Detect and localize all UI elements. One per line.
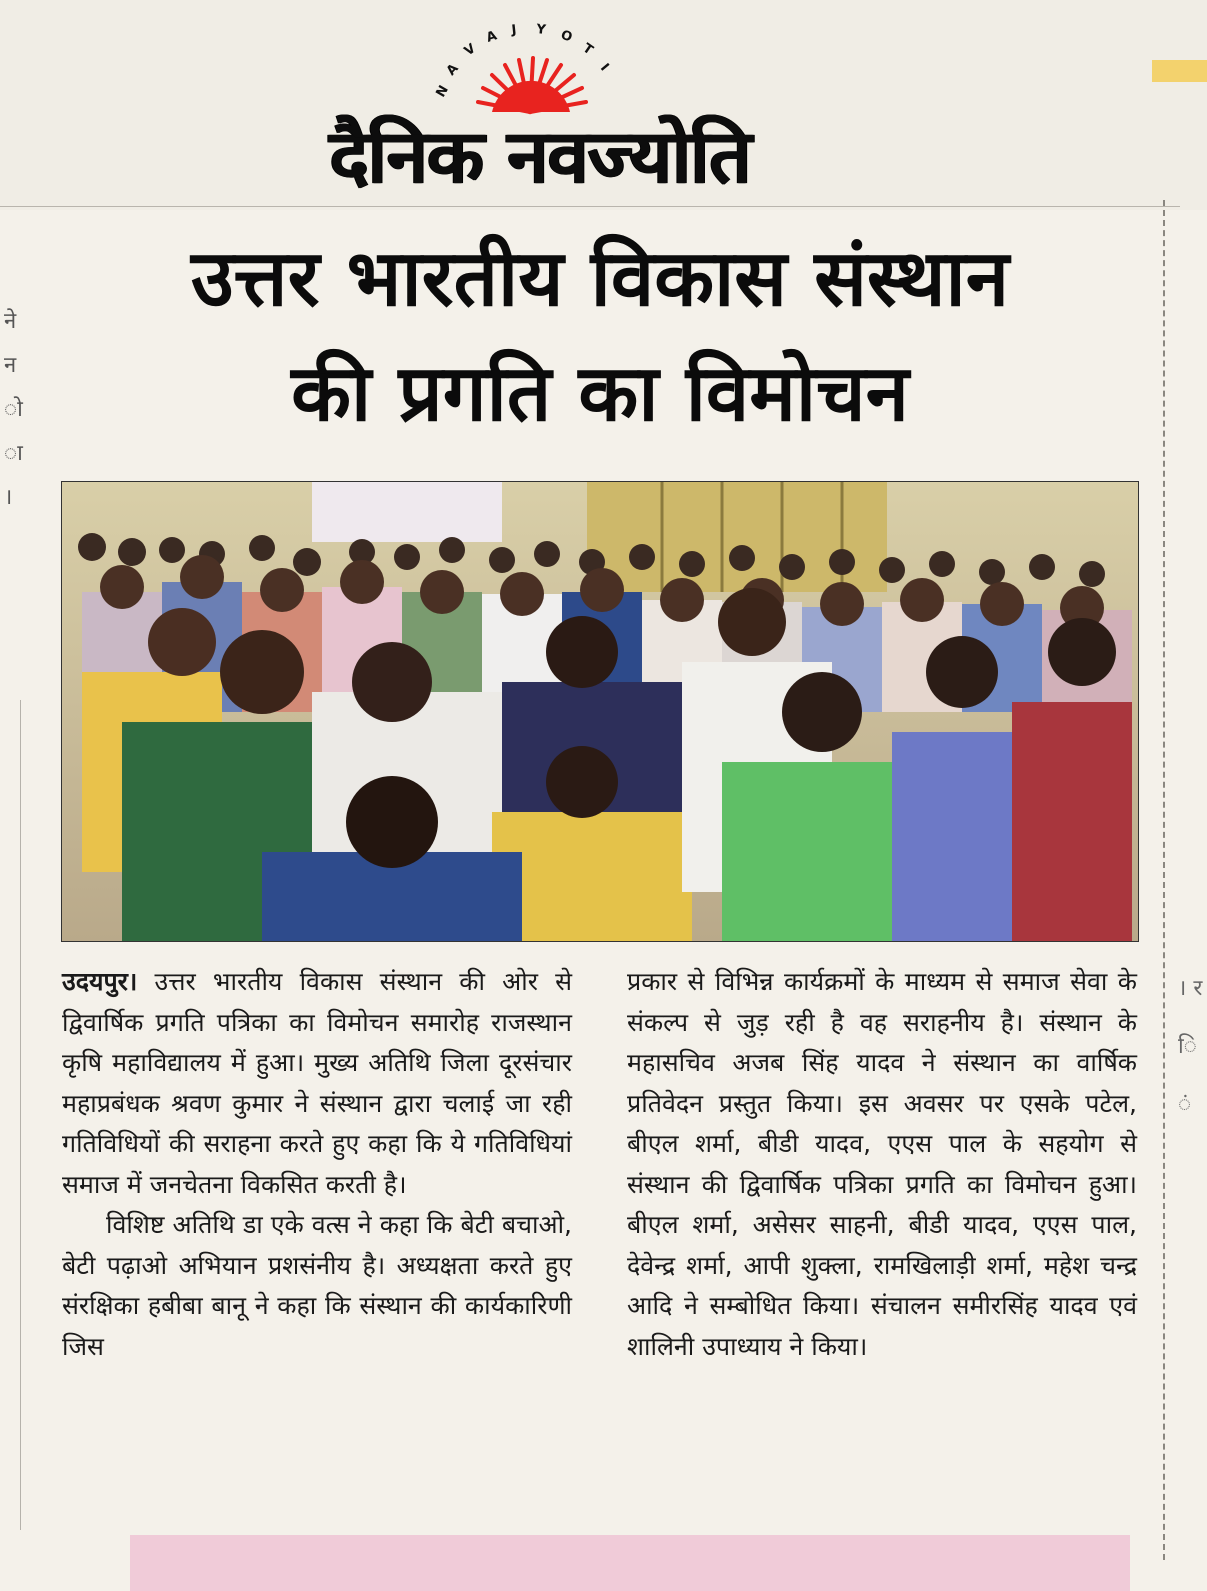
dateline: उदयपुर। xyxy=(62,967,138,996)
right-edge-fragment: । र ि ं xyxy=(1178,976,1203,1117)
adjacent-ad-edge xyxy=(130,1535,1130,1591)
cut-line xyxy=(1163,200,1165,1560)
article-column-right xyxy=(627,962,1137,1367)
headline-line-2: की प्रगति का विमोचन xyxy=(291,349,909,439)
paragraph-1 xyxy=(62,962,572,1205)
svg-text:T: T xyxy=(579,40,596,59)
masthead xyxy=(230,20,850,210)
event-photo xyxy=(61,481,1139,942)
paragraph-1-text: उत्तर भारतीय विकास संस्थान की ओर से द्विवार्षिक प्रगति पत्रिका का विमोचन समारोह राजस्थान कृषि महाविद्यालय में हुआ। मुख्य अतिथि जिला दूरसंचार महाप्रबंधक श्रवण कुमार ने संस्थान द्वारा चलाई जा रही गतिविधियों की सराहना करते हुए कहा कि ये गतिविधियां समाज में जनचेतना विकसित करती है। xyxy=(62,967,572,1199)
svg-text:N: N xyxy=(433,83,452,100)
article-column-left xyxy=(62,962,572,1367)
svg-text:O: O xyxy=(558,27,575,46)
svg-text:V: V xyxy=(461,41,479,60)
paragraph-3: प्रकार से विभिन्न कार्यक्रमों के माध्यम से समाज सेवा के संकल्प से जुड़ रही है वह सराहनीय है। संस्थान के महासचिव अजब सिंह यादव ने संस्थान का वार्षिक प्रतिवेदन प्रस्तुत किया। इस अवसर पर एसके पटेल, बीएल शर्मा, बीडी यादव, एएस पाल के सहयोग से संस्थान की द्विवार्षिक पत्रिका प्रगति का विमोचन हुआ। बीएल शर्मा, असेसर साहनी, बीडी यादव, एएस पाल, देवेन्द्र शर्मा, आपी शुक्ला, रामखिलाड़ी शर्मा, महेश चन्द्र आदि ने सम्बोधित किया। संचालन समीरसिंह यादव एवं शालिनी उपाध्याय ने किया। xyxy=(627,967,1137,1361)
column-rule-left xyxy=(20,700,21,1530)
svg-text:A: A xyxy=(443,61,462,79)
svg-text:Y: Y xyxy=(535,22,547,38)
svg-text:J: J xyxy=(510,22,518,38)
headline-line-1: उत्तर भारतीय विकास संस्थान xyxy=(190,234,1010,324)
adjacent-clipping-edge xyxy=(1152,60,1207,82)
headline xyxy=(40,222,1160,452)
left-edge-fragment: ने न ो ा । xyxy=(4,309,23,510)
svg-text:I: I xyxy=(596,60,612,75)
paragraph-2: विशिष्ट अतिथि डा एके वत्स ने कहा कि बेटी बचाओ, बेटी पढ़ाओ अभियान प्रशसंनीय है। अध्यक्षता करते हुए संरक्षिका हबीबा बानू ने कहा कि संस्थान की कार्यकारिणी जिस xyxy=(62,1210,572,1361)
newspaper-name: दैनिक नवज्योति xyxy=(329,114,751,200)
audience-photo-icon xyxy=(62,482,1138,941)
svg-text:A: A xyxy=(484,28,499,46)
